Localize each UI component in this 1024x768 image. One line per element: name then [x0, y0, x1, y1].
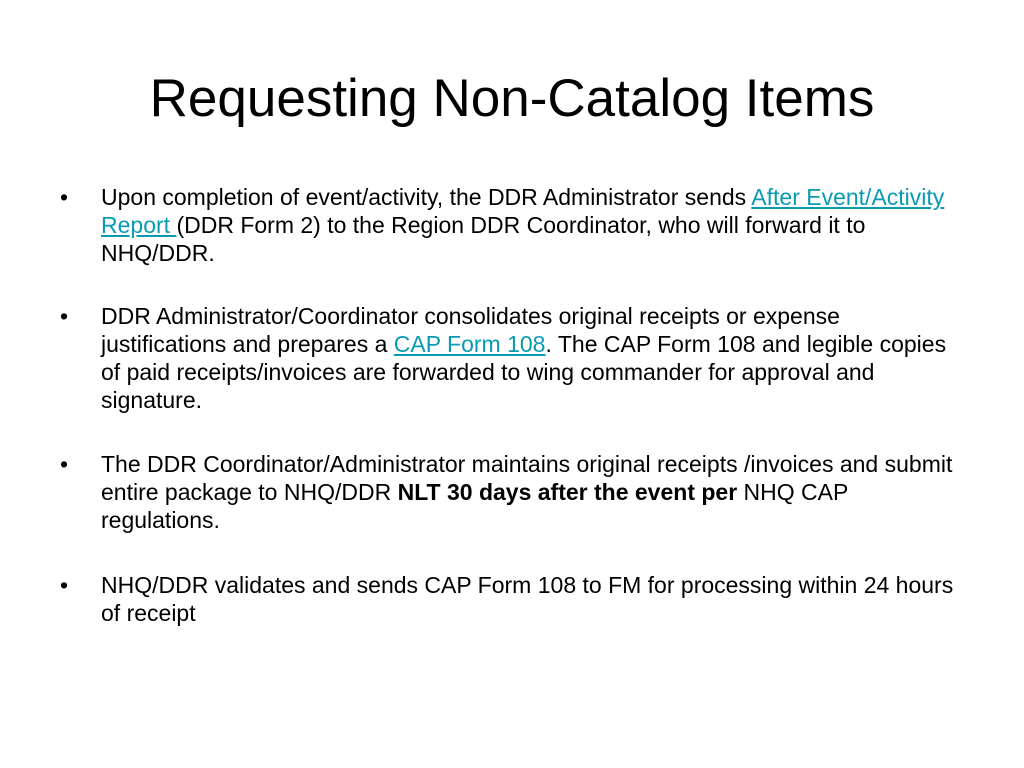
bullet-item [60, 450, 965, 534]
bullet-item [60, 302, 965, 414]
bullet-text: NHQ CAP regulations. [101, 479, 848, 533]
cap-form-108-link[interactable]: CAP Form 108 [393, 331, 546, 357]
bullet-icon: • [60, 303, 69, 329]
bullet-text: The DDR Coordinator/Administrator maintains original receipts /invoices and submit entire package to NHQ/DDR [101, 451, 953, 505]
bullet-icon: • [60, 451, 69, 477]
bullet-text: . The CAP Form 108 and legible copies of paid receipts/invoices are forwarded to wing commander for approval and signature. [101, 331, 947, 413]
bullet-icon: • [60, 572, 69, 598]
bullet-icon: • [60, 184, 69, 210]
bullet-text: NHQ/DDR validates and sends CAP Form 108 to FM for processing within 24 hours of receipt [101, 572, 954, 626]
bullet-text: DDR Administrator/Coordinator consolidates original receipts or expense justifications and prepares a [101, 303, 840, 357]
bullet-item [60, 183, 965, 267]
bullet-item [60, 571, 965, 627]
bullet-list [60, 183, 965, 662]
slide-title: Requesting Non-Catalog Items [149, 69, 875, 128]
bullet-emphasis: NLT 30 days after the event per [397, 479, 738, 505]
bullet-text: (DDR Form 2) to the Region DDR Coordinator, who will forward it to NHQ/DDR. [101, 212, 866, 266]
bullet-text: Upon completion of event/activity, the DDR Administrator sends [101, 184, 752, 210]
after-event-activity-report-link[interactable]: After Event/Activity Report [101, 184, 945, 238]
